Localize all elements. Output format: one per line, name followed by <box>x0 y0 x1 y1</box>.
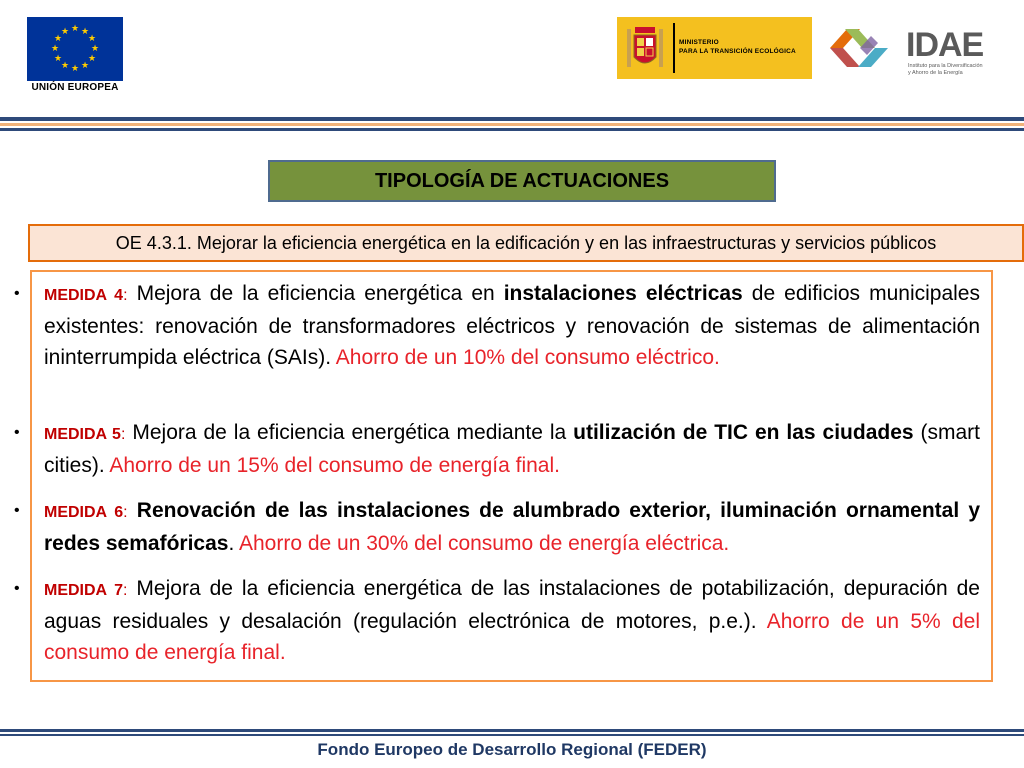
measure-text: (smart cities). <box>44 421 981 477</box>
measure-colon: : <box>123 504 128 521</box>
measure-text: de edificios municipales existentes: renovación de transformadores eléctricos y renovación de sistemas de alimentación ininterrumpida eléctrica (SAIs). <box>44 282 980 369</box>
measure-saving: Ahorro de un 15% del consumo de energía final. <box>109 454 560 477</box>
bullet-icon: • <box>14 502 20 519</box>
svg-text:★: ★ <box>60 27 70 37</box>
measure-text: Mejora de la eficiencia energética en <box>127 282 504 305</box>
header-rule-middle <box>0 123 1024 126</box>
bullet-icon: • <box>14 285 20 302</box>
eu-flag-logo <box>27 17 123 81</box>
measure-saving: Ahorro de un 10% del consumo eléctrico. <box>335 346 720 369</box>
measure-saving: Ahorro de un 5% del consumo de energía final. <box>44 610 980 664</box>
svg-text:★: ★ <box>53 54 63 64</box>
svg-text:★: ★ <box>80 61 90 71</box>
measure-colon: : <box>123 582 128 599</box>
svg-text:★: ★ <box>90 44 100 54</box>
footer-rule-bottom <box>0 734 1024 736</box>
objective-banner: OE 4.3.1. Mejorar la eficiencia energética en la edificación y en las infraestructuras y servicios públicos <box>28 224 1024 262</box>
measure-item-5 <box>14 417 981 481</box>
ministry-name-line-2: PARA LA TRANSICIÓN ECOLÓGICA <box>679 48 796 55</box>
svg-text:★: ★ <box>53 34 63 44</box>
eu-label: UNIÓN EUROPEA <box>31 82 119 93</box>
header-rule-bottom <box>0 128 1024 131</box>
measure-highlight: utilización de TIC en las ciudades <box>573 421 914 444</box>
bullet-icon: • <box>14 580 20 597</box>
svg-text:★: ★ <box>70 64 80 74</box>
bullet-icon: • <box>14 424 20 441</box>
measure-item-4 <box>14 278 980 373</box>
svg-text:★: ★ <box>80 27 90 37</box>
svg-text:★: ★ <box>70 24 80 34</box>
ministry-divider <box>673 23 675 73</box>
measure-saving: Ahorro de un 30% del consumo de energía eléctrica. <box>238 532 730 555</box>
svg-text:★: ★ <box>87 34 97 44</box>
eu-stars-icon <box>27 17 123 81</box>
measure-label: MEDIDA 7 <box>44 582 123 599</box>
svg-text:★: ★ <box>60 61 70 71</box>
measure-colon: : <box>120 426 126 443</box>
measure-label: MEDIDA 5 <box>44 426 121 443</box>
measure-colon: : <box>123 287 128 304</box>
measure-text: Mejora de la eficiencia energética mediante la <box>125 421 574 444</box>
idae-wordmark: IDAE <box>906 26 984 64</box>
spanish-crest-icon <box>625 23 665 73</box>
measure-highlight: Renovación de las instalaciones de alumbrado exterior, iluminación ornamental y redes semafóricas <box>44 499 980 555</box>
ministry-name-line-1: MINISTERIO <box>679 39 719 46</box>
measure-label: MEDIDA 6 <box>44 504 124 521</box>
svg-text:★: ★ <box>50 44 60 54</box>
footer-rule-top <box>0 729 1024 732</box>
idae-subtitle-line-1: Instituto para la Diversificación <box>908 63 983 69</box>
measure-text: Mejora de la eficiencia energética de las instalaciones de potabilización, depuración de aguas residuales y desalación (regulación electrónica de motores, p.e.). <box>44 577 980 633</box>
footer-fund-name: Fondo Europeo de Desarrollo Regional (FEDER) <box>317 740 707 759</box>
measure-item-7 <box>14 573 980 668</box>
ministry-logo <box>617 17 812 79</box>
measure-label: MEDIDA 4 <box>44 287 124 304</box>
measure-highlight: instalaciones eléctricas <box>503 282 743 305</box>
measure-text: . <box>228 532 239 555</box>
idae-logo-icon <box>816 17 902 79</box>
measure-text <box>128 499 137 522</box>
svg-text:★: ★ <box>87 54 97 64</box>
header-rule-top <box>0 117 1024 121</box>
idae-subtitle-line-2: y Ahorro de la Energía <box>908 70 963 76</box>
measure-item-6 <box>14 495 980 559</box>
slide-title: TIPOLOGÍA DE ACTUACIONES <box>268 160 776 202</box>
